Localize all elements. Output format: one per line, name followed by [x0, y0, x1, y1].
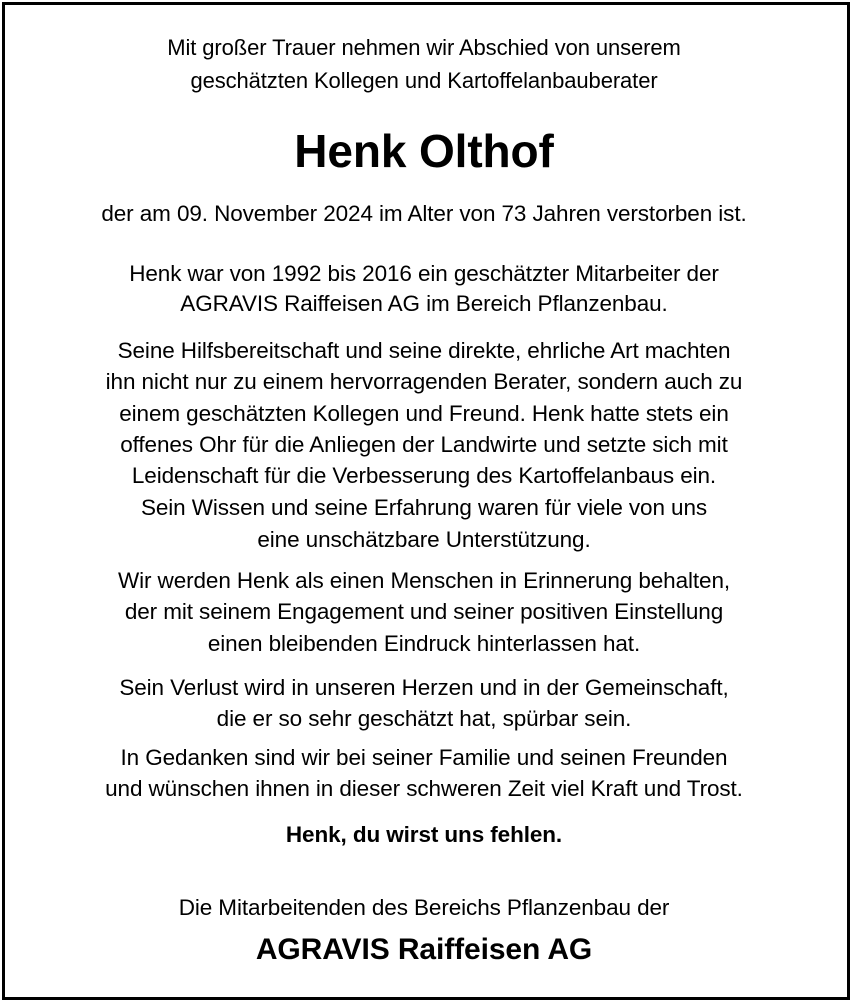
- paragraph-3-line-1: Wir werden Henk als einen Menschen in Erinnerung behalten,: [117, 568, 731, 593]
- paragraph-1-line-1: Henk war von 1992 bis 2016 ein geschätzter Mitarbeiter der: [129, 261, 719, 286]
- farewell-line: Henk, du wirst uns fehlen.: [285, 822, 563, 847]
- intro-line-2: geschätzten Kollegen und Kartoffelanbauberater: [190, 68, 658, 93]
- paragraph-5-line-1: In Gedanken sind wir bei seiner Familie und seinen Freunden: [120, 745, 728, 770]
- paragraph-2-line-4: offenes Ohr für die Anliegen der Landwirte und setzte sich mit: [120, 432, 728, 457]
- deceased-name: Henk Olthof: [294, 125, 554, 177]
- signature-line: Die Mitarbeitenden des Bereichs Pflanzenbau der: [178, 895, 670, 920]
- paragraph-2-line-7: eine unschätzbare Unterstützung.: [257, 527, 591, 552]
- paragraph-2-line-3: einem geschätzten Kollegen und Freund. Henk hatte stets ein: [119, 401, 729, 426]
- paragraph-2-line-1: Seine Hilfsbereitschaft und seine direkte, ehrliche Art machten: [117, 338, 731, 363]
- paragraph-5-line-2: und wünschen ihnen in dieser schweren Zeit viel Kraft und Trost.: [105, 776, 743, 801]
- paragraph-2-line-2: ihn nicht nur zu einem hervorragenden Berater, sondern auch zu: [105, 369, 743, 394]
- paragraph-2-line-6: Sein Wissen und seine Erfahrung waren für viele von uns: [140, 495, 708, 520]
- paragraph-4-line-2: die er so sehr geschätzt hat, spürbar sein.: [216, 706, 632, 731]
- paragraph-1-line-2: AGRAVIS Raiffeisen AG im Bereich Pflanzenbau.: [180, 291, 668, 316]
- company-name: AGRAVIS Raiffeisen AG: [255, 933, 593, 966]
- intro-line-1: Mit großer Trauer nehmen wir Abschied von unserem: [167, 35, 681, 60]
- paragraph-3-line-3: einen bleibenden Eindruck hinterlassen hat.: [207, 631, 641, 656]
- death-notice: der am 09. November 2024 im Alter von 73 Jahren verstorben ist.: [101, 201, 747, 226]
- paragraph-2-line-5: Leidenschaft für die Verbesserung des Kartoffelanbaus ein.: [131, 463, 717, 488]
- paragraph-3-line-2: der mit seinem Engagement und seiner positiven Einstellung: [124, 599, 724, 624]
- paragraph-4-line-1: Sein Verlust wird in unseren Herzen und in der Gemeinschaft,: [119, 675, 729, 700]
